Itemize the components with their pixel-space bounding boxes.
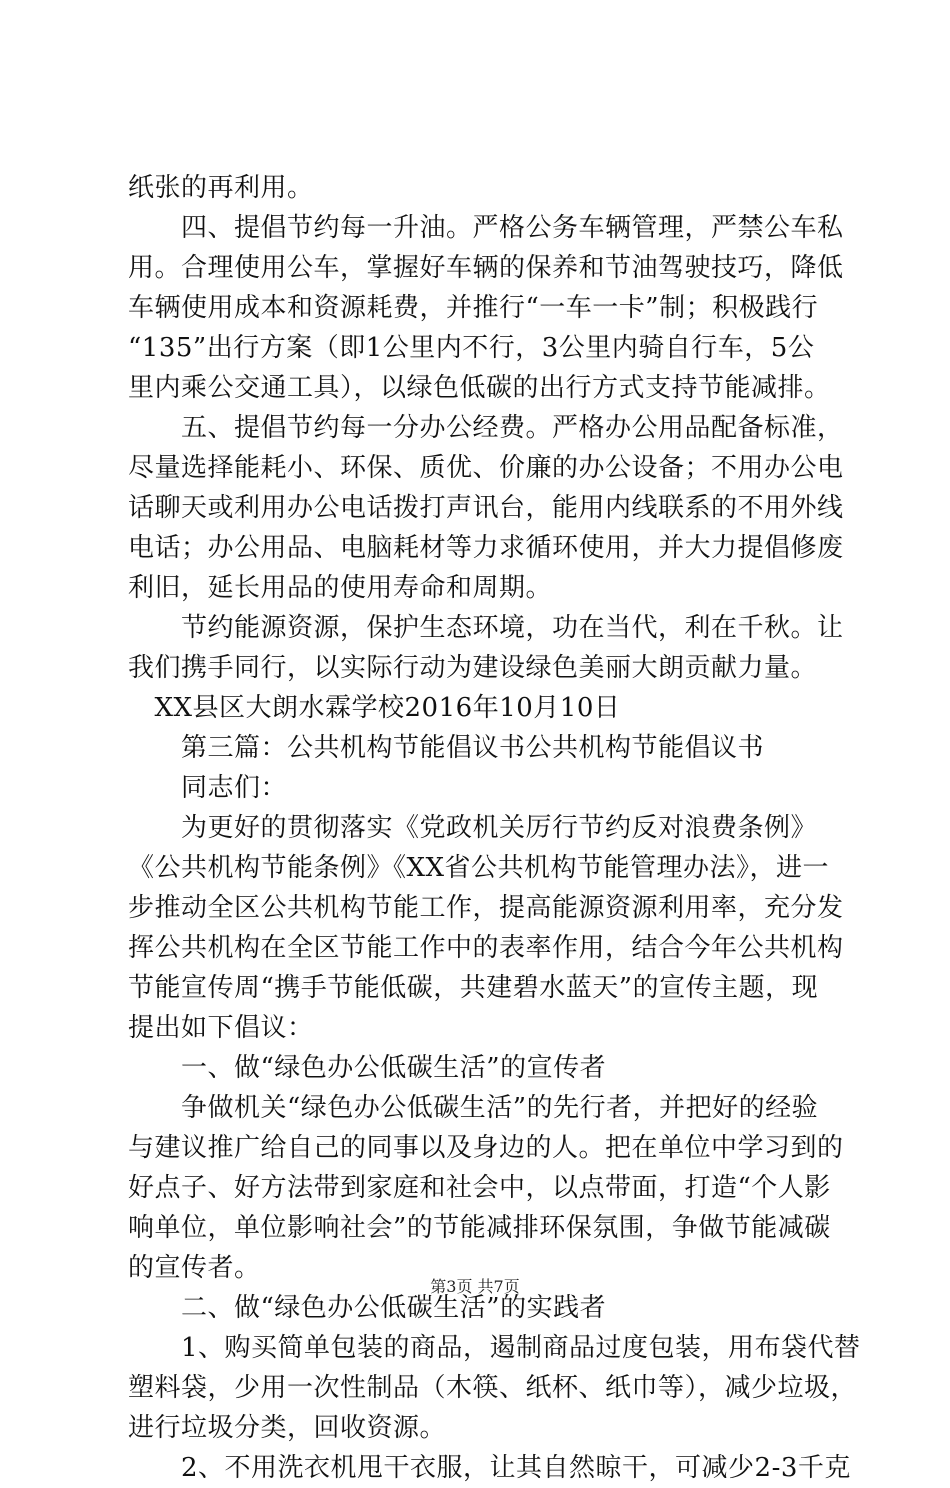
- text-line: 利旧，延长用品的使用寿命和周期。: [128, 573, 553, 603]
- salutation: 同志们：: [128, 773, 288, 803]
- text-line: 节约能源资源，保护生态环境，功在当代，利在千秋。让: [128, 613, 844, 643]
- text-line: 为更好的贯彻落实《党政机关厉行节约反对浪费条例》: [128, 813, 818, 843]
- signature-line: XX县区大朗水霖学校2016年10月10日: [128, 693, 621, 723]
- text-line: 电话；办公用品、电脑耗材等力求循环使用，并大力提倡修废: [128, 533, 844, 563]
- text-line: 的宣传者。: [128, 1253, 261, 1283]
- text-line: 话聊天或利用办公电话拨打声讯台，能用内线联系的不用外线: [128, 493, 844, 523]
- text-line: 用。合理使用公车，掌握好车辆的保养和节油驾驶技巧，降低: [128, 253, 844, 283]
- text-line: 塑料袋，少用一次性制品（木筷、纸杯、纸巾等），减少垃圾，: [128, 1373, 858, 1403]
- subheading: 一、做“绿色办公低碳生活”的宣传者: [128, 1053, 607, 1083]
- text-line: 响单位，单位影响社会”的节能减排环保氛围，争做节能减碳: [128, 1213, 831, 1243]
- text-line: 纸张的再利用。: [128, 173, 314, 203]
- text-line: “135”出行方案（即1公里内不行，3公里内骑自行车，5公: [128, 333, 815, 363]
- text-line: 1、购买简单包装的商品，遏制商品过度包装，用布袋代替: [128, 1333, 861, 1363]
- text-line: 好点子、好方法带到家庭和社会中，以点带面，打造“个人影: [128, 1173, 831, 1203]
- text-line: 提出如下倡议：: [128, 1013, 314, 1043]
- text-line: 《公共机构节能条例》《XX省公共机构节能管理办法》，进一: [128, 853, 830, 883]
- text-line: 车辆使用成本和资源耗费，并推行“一车一卡”制；积极践行: [128, 293, 819, 323]
- text-line: 里内乘公交通工具），以绿色低碳的出行方式支持节能减排。: [128, 373, 831, 403]
- text-line: 争做机关“绿色办公低碳生活”的先行者，并把好的经验: [128, 1093, 819, 1123]
- text-line: 尽量选择能耗小、环保、质优、价廉的办公设备；不用办公电: [128, 453, 844, 483]
- subheading: 二、做“绿色办公低碳生活”的实践者: [128, 1293, 607, 1323]
- text-line: 步推动全区公共机构节能工作，提高能源资源利用率，充分发: [128, 893, 844, 923]
- page-footer: 第3页 共7页: [430, 1277, 520, 1296]
- text-line: 我们携手同行，以实际行动为建设绿色美丽大朗贡献力量。: [128, 653, 818, 683]
- text-line: 节能宣传周“携手节能低碳，共建碧水蓝天”的宣传主题，现: [128, 973, 819, 1003]
- text-line: 2、不用洗衣机甩干衣服，让其自然晾干，可减少2-3千克: [128, 1453, 851, 1483]
- text-line: 与建议推广给自己的同事以及身边的人。把在单位中学习到的: [128, 1133, 844, 1163]
- text-line: 五、提倡节约每一分办公经费。严格办公用品配备标准，: [128, 413, 844, 443]
- text-line: 四、提倡节约每一升油。严格公务车辆管理，严禁公车私: [128, 213, 844, 243]
- text-line: 挥公共机构在全区节能工作中的表率作用，结合今年公共机构: [128, 933, 844, 963]
- text-line: 进行垃圾分类，回收资源。: [128, 1413, 447, 1443]
- section-heading: 第三篇：公共机构节能倡议书公共机构节能倡议书: [128, 733, 765, 763]
